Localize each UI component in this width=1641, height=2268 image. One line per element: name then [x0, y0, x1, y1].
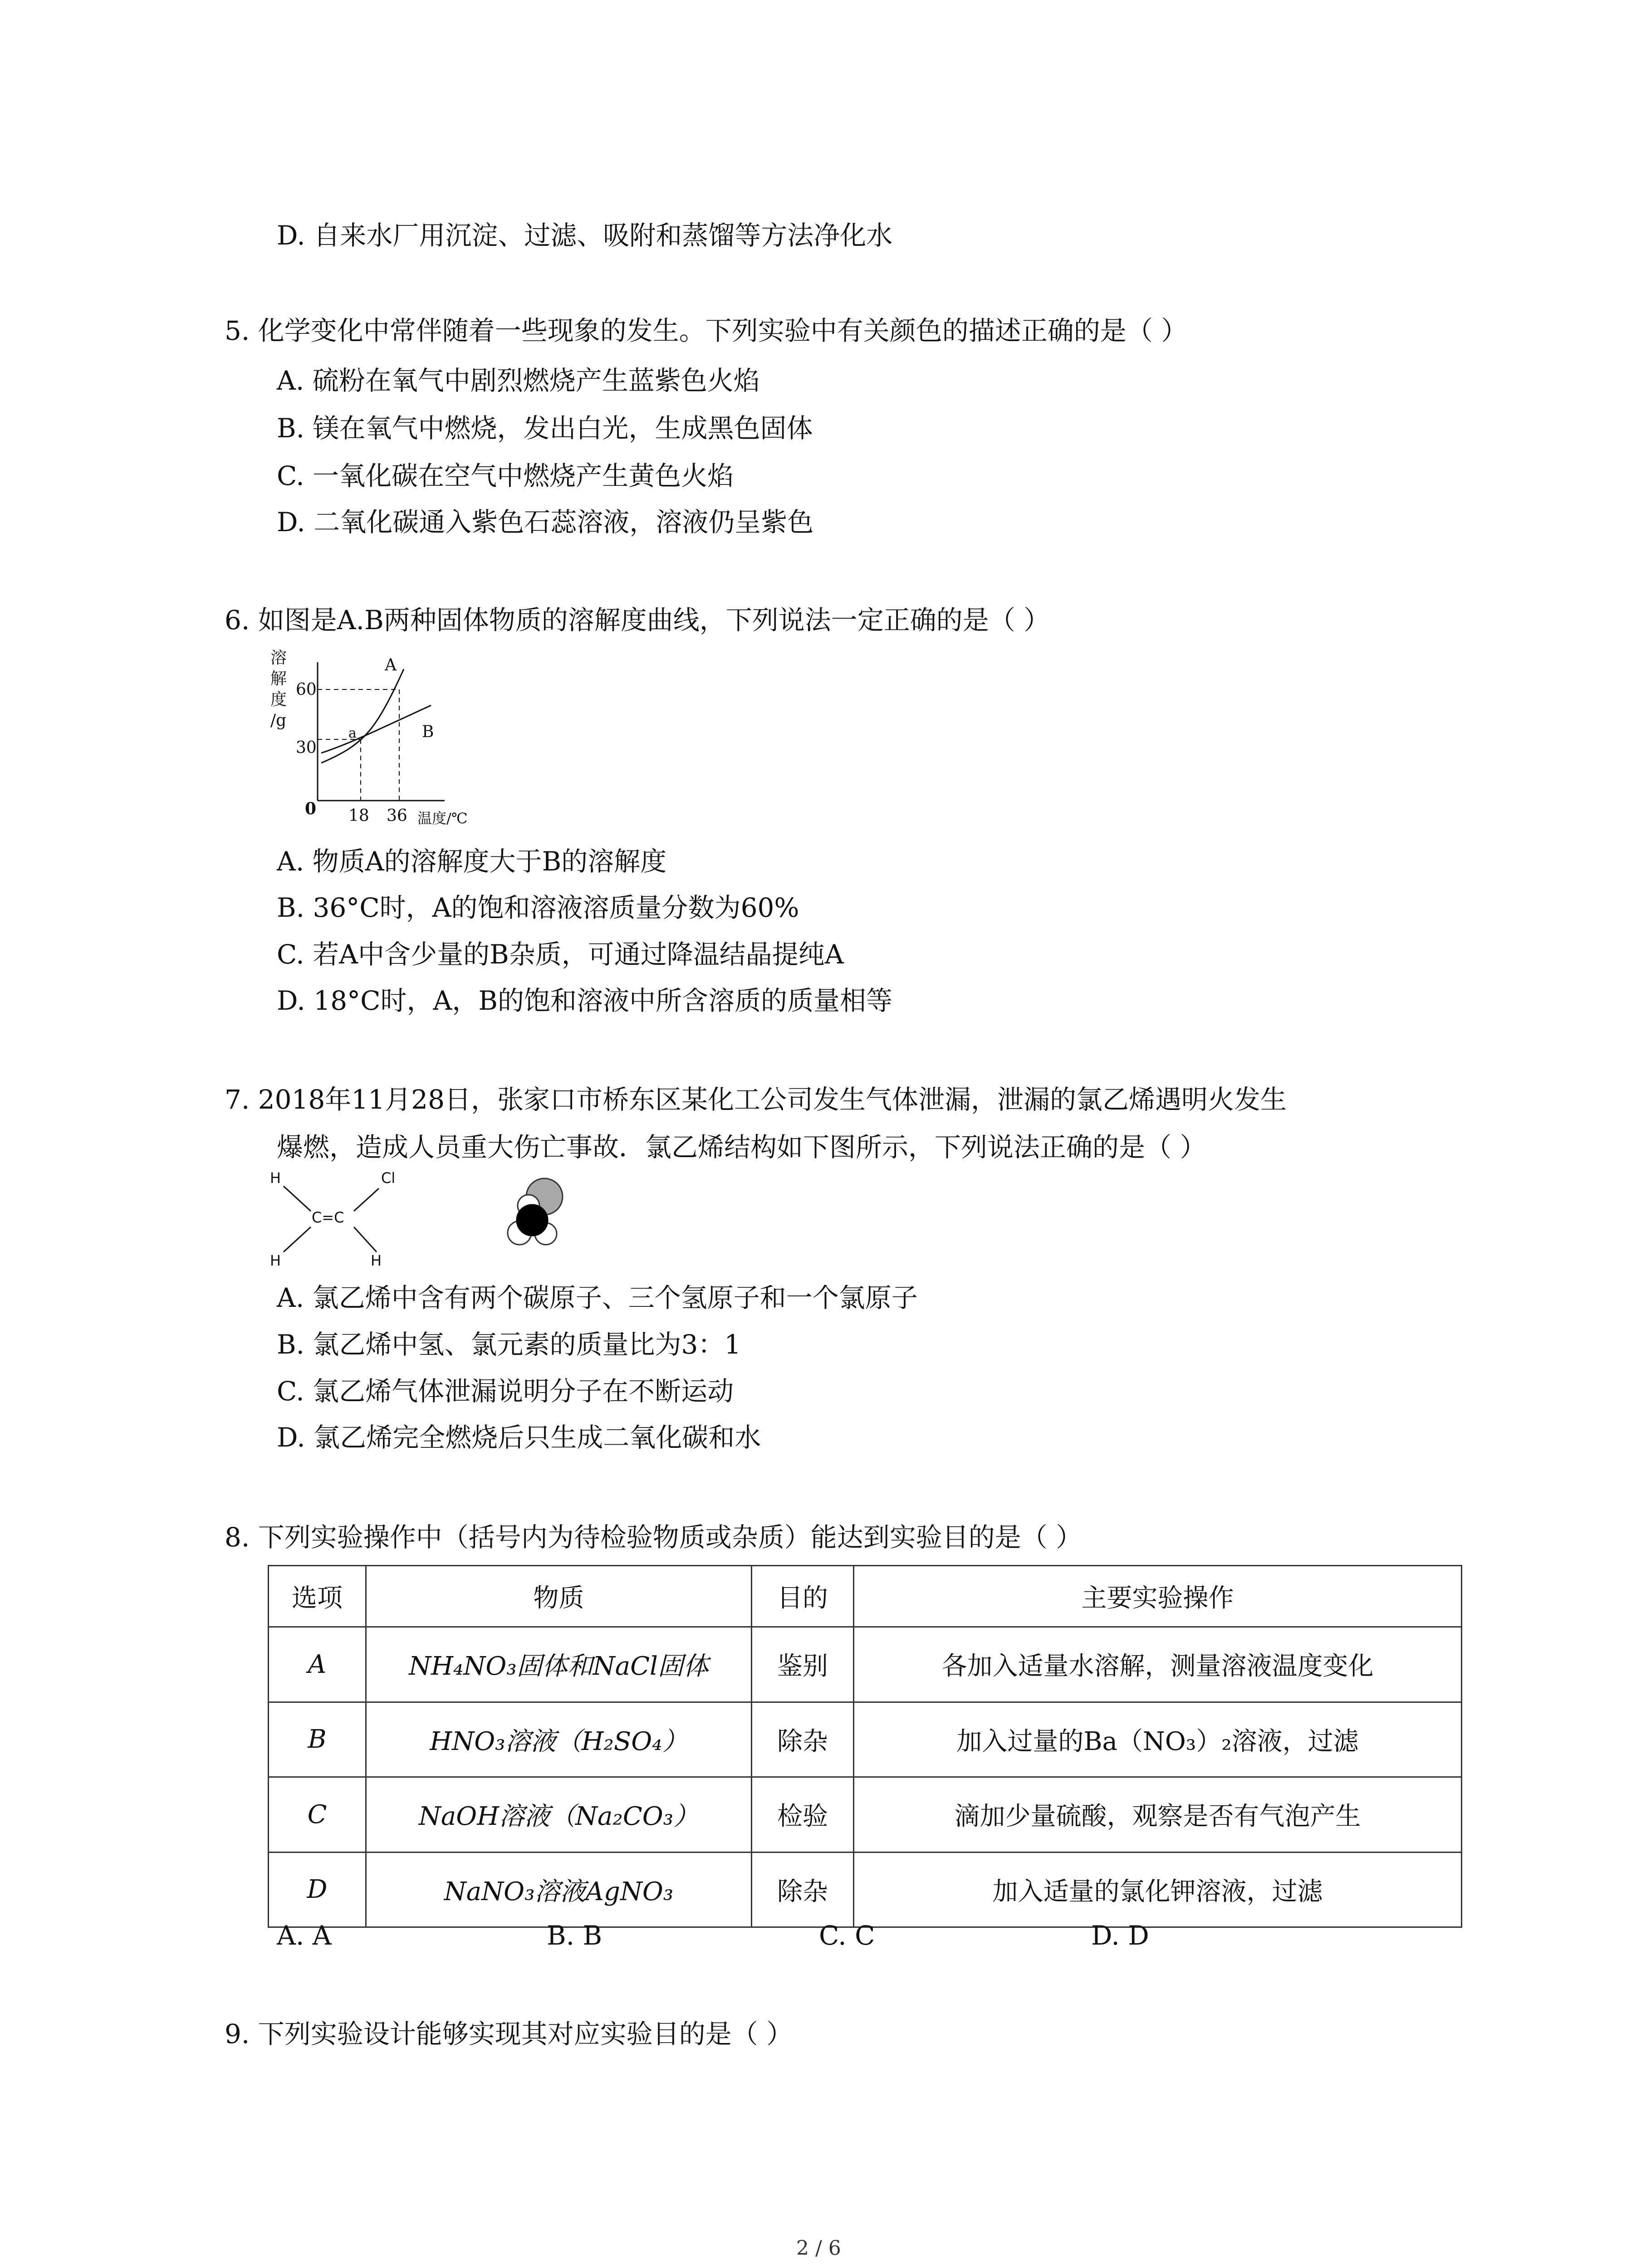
page-number: 2 / 6	[796, 2237, 841, 2260]
q4-option-d: D. 自来水厂用沉淀、过滤、吸附和蒸馏等方法净化水	[277, 220, 893, 251]
row-substance: HNO₃溶液（H₂SO₄）	[366, 1702, 752, 1777]
y-axis-label-char: /g	[270, 711, 287, 730]
q6-option-a: A. 物质A的溶解度大于B的溶解度	[277, 846, 667, 877]
row-option: A	[269, 1627, 366, 1702]
row-substance: NaNO₃溶液AgNO₃	[366, 1852, 752, 1927]
atom-h-bottom-right: H	[371, 1252, 382, 1269]
q7-option-a: A. 氯乙烯中含有两个碳原子、三个氢原子和一个氯原子	[277, 1282, 918, 1313]
row-purpose: 除杂	[752, 1852, 854, 1927]
intersection-label: a	[348, 725, 357, 741]
table-header-row	[269, 1566, 1462, 1627]
x-tick-36: 36	[387, 807, 407, 825]
q9-stem: 9. 下列实验设计能够实现其对应实验目的是（ ）	[225, 2019, 793, 2049]
q5-option-b: B. 镁在氧气中燃烧，发出白光，生成黑色固体	[277, 413, 813, 444]
q5-option-d: D. 二氧化碳通入紫色石蕊溶液，溶液仍呈紫色	[277, 507, 814, 538]
y-tick-60: 60	[296, 680, 317, 699]
row-option: D	[269, 1852, 366, 1927]
header-operation: 主要实验操作	[854, 1566, 1462, 1627]
q6-option-d: D. 18°C时，A，B的饱和溶液中所含溶质的质量相等	[277, 985, 892, 1016]
row-substance: NaOH溶液（Na₂CO₃）	[366, 1777, 752, 1853]
row-substance: NH₄NO₃固体和NaCl固体	[366, 1627, 752, 1702]
row-operation: 各加入适量水溶解，测量溶液温度变化	[854, 1627, 1462, 1702]
q8-answer-d: D. D	[1091, 1920, 1149, 1951]
table-row	[269, 1627, 1462, 1702]
q6-option-c: C. 若A中含少量的B杂质，可通过降温结晶提纯A	[277, 939, 844, 970]
row-operation: 滴加少量硫酸，观察是否有气泡产生	[854, 1777, 1462, 1853]
ball-and-stick-model	[508, 1178, 563, 1245]
q8-table	[268, 1565, 1462, 1928]
q7-stem-line2: 爆燃，造成人员重大伤亡事故．氯乙烯结构如下图所示，下列说法正确的是（ ）	[277, 1132, 1206, 1163]
table-row	[269, 1777, 1462, 1853]
q5-stem: 5. 化学变化中常伴随着一些现象的发生。下列实验中有关颜色的描述正确的是（ ）	[225, 315, 1188, 346]
row-operation: 加入适量的氯化钾溶液，过滤	[854, 1852, 1462, 1927]
q7-stem-line1: 7. 2018年11月28日，张家口市桥东区某化工公司发生气体泄漏，泄漏的氯乙烯遇明火发生	[225, 1084, 1287, 1115]
solubility-curve-figure	[268, 644, 485, 835]
y-axis-label-char: 溶	[270, 649, 287, 667]
q8-answer-c: C. C	[819, 1920, 875, 1951]
carbon-double-bond: C=C	[312, 1209, 344, 1226]
x-axis-label: 温度/℃	[417, 810, 468, 827]
y-axis-label-char: 度	[270, 690, 287, 709]
row-operation: 加入过量的Ba（NO₃）₂溶液，过滤	[854, 1702, 1462, 1777]
y-axis-label-char: 解	[270, 670, 287, 688]
q7-option-d: D. 氯乙烯完全燃烧后只生成二氧化碳和水	[277, 1422, 761, 1453]
curve-a-label: A	[385, 656, 397, 675]
atom-h-bottom-left: H	[270, 1252, 281, 1269]
curve-b-label: B	[422, 723, 434, 741]
table-row	[269, 1702, 1462, 1777]
y-tick-30: 30	[296, 738, 317, 757]
q8-answer-a: A. A	[277, 1920, 332, 1951]
x-tick-18: 18	[348, 807, 369, 825]
q6-option-b: B. 36°C时，A的饱和溶液溶质量分数为60%	[277, 892, 799, 923]
q7-option-b: B. 氯乙烯中氢、氯元素的质量比为3：1	[277, 1329, 741, 1360]
atom-cl: Cl	[381, 1169, 396, 1187]
curve-b	[321, 705, 431, 753]
q6-stem: 6. 如图是A.B两种固体物质的溶解度曲线，下列说法一定正确的是（ ）	[225, 605, 1050, 635]
row-purpose: 除杂	[752, 1702, 854, 1777]
row-purpose: 检验	[752, 1777, 854, 1853]
header-purpose: 目的	[752, 1566, 854, 1627]
header-option: 选项	[269, 1566, 366, 1627]
vinyl-chloride-structure	[265, 1166, 619, 1275]
origin-label: 0	[305, 799, 317, 818]
q8-stem: 8. 下列实验操作中（括号内为待检验物质或杂质）能达到实验目的是（ ）	[225, 1522, 1083, 1553]
q5-option-c: C. 一氧化碳在空气中燃烧产生黄色火焰	[277, 460, 734, 491]
table-row	[269, 1852, 1462, 1927]
q7-option-c: C. 氯乙烯气体泄漏说明分子在不断运动	[277, 1376, 734, 1407]
q8-answer-b: B. B	[547, 1920, 603, 1951]
row-option: B	[269, 1702, 366, 1777]
header-substance: 物质	[366, 1566, 752, 1627]
q5-option-a: A. 硫粉在氧气中剧烈燃烧产生蓝紫色火焰	[277, 365, 760, 396]
row-purpose: 鉴别	[752, 1627, 854, 1702]
atom-h-top-left: H	[270, 1169, 281, 1187]
row-option: C	[269, 1777, 366, 1853]
